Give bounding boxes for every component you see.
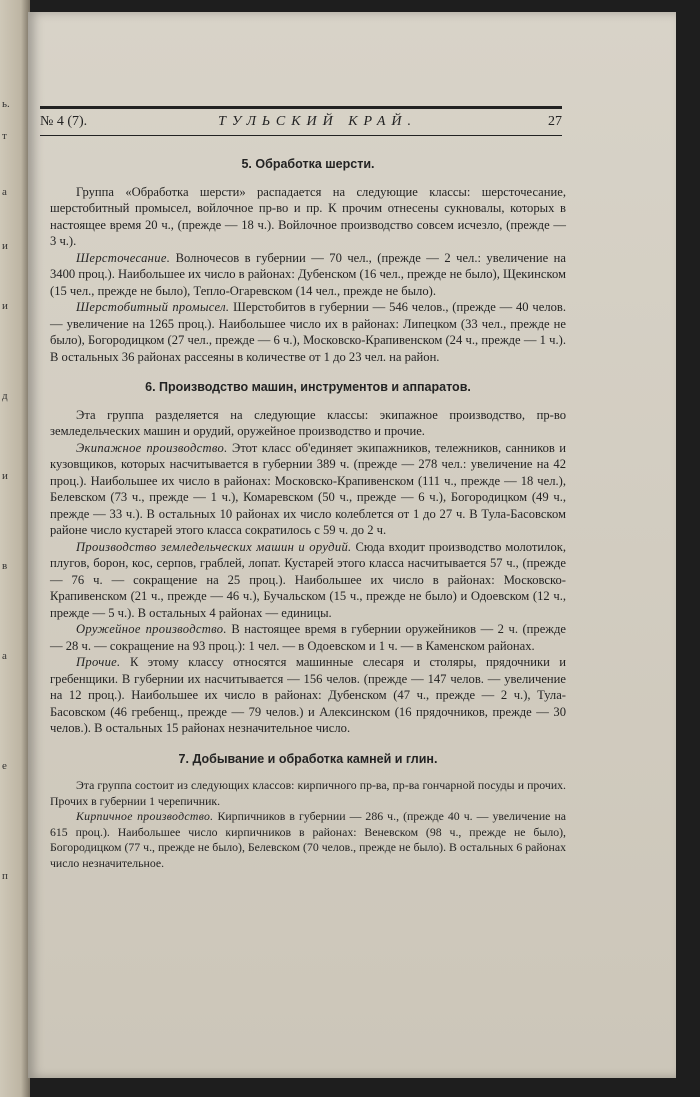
paragraph-lead: Оружейное производство. xyxy=(76,622,227,636)
left-page-fragment: ь. xyxy=(2,98,10,110)
left-page-fragment: е xyxy=(2,760,7,772)
paragraph-text: К этому классу относятся машинные слесаря и столяры, прядочники и гребенщики. В губернии их насчитывается — 156 челов. (прежде — 147 челов. — увеличение на 12 проц.). Наибольшее их число в районах: Дубенском (47 ч., прежде — 2 ч.), Тула-Басовском (46 гребенщ., прежде — 79 челов.) и Алексинском (16 прядочников, прежде — 30 челов.). В остальных 15 районах незначительное число. xyxy=(50,655,566,735)
left-page-fragment: a xyxy=(2,186,7,198)
paragraph-lead: Экипажное производство. xyxy=(76,440,228,455)
book-page xyxy=(28,12,676,1078)
paragraph-lead: Производство земледельческих машин и орудий. xyxy=(76,539,352,554)
paragraph-text: Сюда входит производство молотилок, плугов, борон, кос, серпов, граблей, лопат. Кустарей этого класса насчитывается 57 ч., (прежде — 76 ч. — сокращение на 25 проц.). Наибольшее их число в районах: Московско-Крапивенском (21 ч., прежде — 46 ч.), Бучальском (15 ч., прежде не было) и Одоевском (12 ч., прежде — 5 ч.). В остальных 4 районах — единицы. xyxy=(50,539,567,620)
paragraph-text: Эта группа состоит из следующих классов: кирпичного пр-ва, пр-ва гончарной посуды и прочих. Прочих в губернии 1 черепичник. xyxy=(50,778,566,808)
section-heading: 7. Добывание и обработка камней и глин. xyxy=(178,751,438,766)
paragraph-text: Шерстобитов в губернии — 546 челов., (прежде — 40 челов. — увеличение на 1265 проц.). Наибольшее число их в районах: Липецком (33 чел., прежде не было), Богородицком (27 чел., прежде — 6 ч.), Московско-Крапивенском (24 ч., прежде — 1 ч.). В остальных 36 районах рассеяны в количестве от 1 до 23 чел. на район. xyxy=(50,300,567,364)
paragraph xyxy=(50,809,566,871)
left-page-fragment: д xyxy=(2,390,8,402)
paragraph-text: Этот класс об'единяет экипажников, тележников, санников и кузовщиков, которых насчитывается в губернии 389 ч. (прежде — 278 чел.: увеличение на 42 проц.). Наибольшее их число в районах: Московско-Крапивенском (111 ч., прежде — 18 чел.), Белевском (73 ч., прежде — 1 ч.), Комаревском (50 ч., прежде — 6 ч.), Богородицком (49 ч., прежде — 33 ч.). В остальных 10 районах их число колеблется от 1 до 27 ч. В Тула-Басовском районе число кустарей этого класса сократилось с 59 ч. до 2 ч. xyxy=(50,440,566,537)
page-content xyxy=(50,148,566,871)
section-heading: 6. Производство машин, инструментов и аппаратов. xyxy=(145,380,471,394)
paragraph-text: Эта группа разделяется на следующие классы: экипажное производство, пр-во земледельческих машин и орудий, оружейное производство и прочие. xyxy=(50,407,566,438)
left-page-fragment: и xyxy=(2,240,8,252)
left-page-fragment: и xyxy=(2,300,8,312)
paragraph-text: В настоящее время в губернии оружейников — 2 ч. (прежде — 28 ч. — сокращение на 93 проц.): 1 чел. — в Одоевском и 1 ч. — в Каменском районах. xyxy=(50,622,567,653)
paragraph xyxy=(50,621,566,654)
paragraph xyxy=(50,654,566,737)
left-page-fragment: п xyxy=(2,870,8,882)
left-page-edge xyxy=(0,0,30,1097)
left-page-fragment: т xyxy=(2,130,7,142)
paragraph xyxy=(50,440,566,539)
paragraph-lead: Кирпичное производство. xyxy=(76,809,214,823)
page-number: 27 xyxy=(548,114,562,129)
paragraph-lead: Шерсточесание. xyxy=(76,250,171,265)
paragraph-text: Кирпичников в губернии — 286 ч., (прежде 40 ч. — увеличение на 615 проц.). Наибольшее число кирпичников в районах: Веневском (98 ч., прежде не было), Богородицком (77 ч., прежде не было), Белевском (70 челов., прежде не было). В остальных 6 районах число незначительное. xyxy=(50,809,566,870)
paragraph xyxy=(50,539,566,622)
paragraph-text: Группа «Обработка шерсти» распадается на следующие классы: шерсточесание, шерстобитный промысел, войлочное пр-во и пр. К прочим отнесены сукновалы, которых в настоящее время 20 ч., (прежде — 18 ч.). Войлочное производство совсем исчезло, (прежде — 3 ч.). xyxy=(50,184,566,248)
paragraph-lead: Прочие. xyxy=(76,655,121,669)
left-page-fragment: в xyxy=(2,560,8,572)
paragraph xyxy=(50,778,566,809)
section-heading: 5. Обработка шерсти. xyxy=(241,157,375,171)
paragraph-lead: Шерстобитный промысел. xyxy=(76,300,230,314)
journal-title: ТУЛЬСКИЙ КРАЙ. xyxy=(218,114,418,129)
issue-number: № 4 (7). xyxy=(40,114,88,129)
paragraph xyxy=(50,407,566,440)
left-page-fragment: а xyxy=(2,650,7,662)
paragraph xyxy=(50,184,566,250)
left-page-fragment: и xyxy=(2,470,8,482)
paragraph-text: Волночесов в губернии — 70 чел., (прежде — 2 чел.: увеличение на 3400 проц.). Наибольшее их число в районах: Дубенском (16 чел., прежде не было), Щекинском (15 чел., прежде не было), Тепло-Огаревском (14 чел., прежде не было). xyxy=(50,250,566,298)
paragraph xyxy=(50,299,566,365)
paragraph xyxy=(50,250,566,300)
page-header xyxy=(40,106,562,136)
